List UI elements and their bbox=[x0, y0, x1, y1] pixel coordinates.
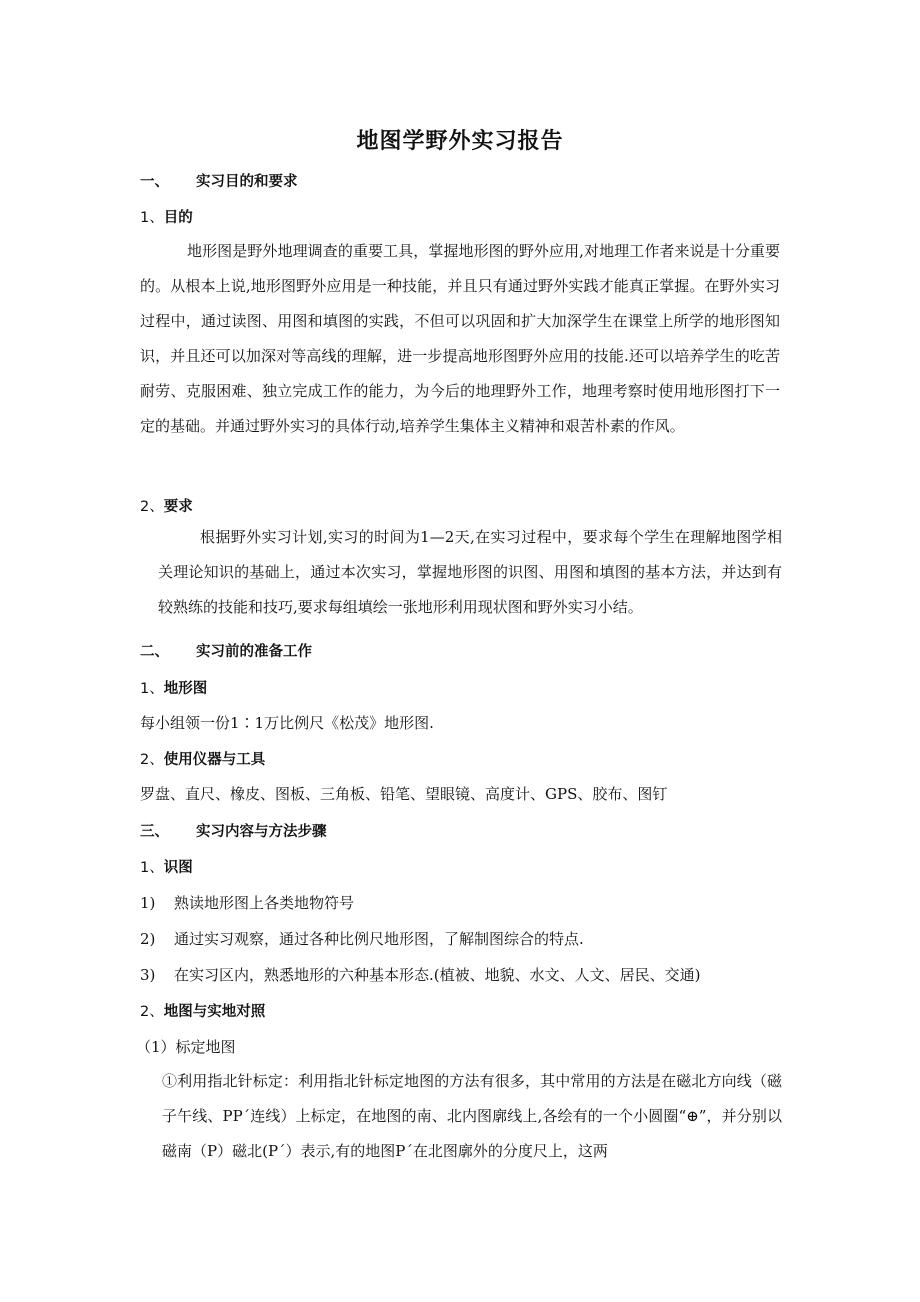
subsection-number: 2、 bbox=[140, 499, 164, 515]
section-title: 实习前的准备工作 bbox=[196, 644, 312, 660]
subsection-heading-2-2 bbox=[140, 748, 265, 769]
document-title: 地图学野外实习报告 bbox=[356, 129, 564, 154]
subsection-number: 2、 bbox=[140, 1004, 164, 1020]
section-title: 实习目的和要求 bbox=[196, 174, 298, 190]
list-item bbox=[140, 892, 354, 913]
section-heading-1 bbox=[140, 170, 298, 191]
paragraph-tools: 罗盘、直尺、橡皮、图板、三角板、铅笔、望眼镜、高度计、GPS、胶布、图钉 bbox=[140, 785, 668, 803]
list-text: 熟读地形图上各类地物符号 bbox=[174, 894, 355, 912]
subsection-number: 1、 bbox=[140, 860, 164, 876]
subsection-heading-3-1 bbox=[140, 856, 193, 877]
list-marker: 3) bbox=[140, 966, 156, 984]
section-number: 二、 bbox=[140, 644, 169, 660]
list-item bbox=[140, 964, 700, 985]
paragraph-requirements: 根据野外实习计划,实习的时间为1—2天,在实习过程中，要求每个学生在理解地图学相关理论知识的基础上，通过本次实习，掌握地形图的识图、用图和填图的基本方法，并达到有较熟练的技能和技巧,要求每组填绘一张地形利用现状图和野外实习小结。 bbox=[158, 528, 782, 616]
subsection-number: 1、 bbox=[140, 681, 164, 697]
subsection-heading-2-1 bbox=[140, 677, 207, 698]
subsection-number: 2、 bbox=[140, 752, 164, 768]
subsection-title: 地形图 bbox=[163, 681, 208, 697]
section-title: 实习内容与方法步骤 bbox=[196, 824, 327, 840]
sub-heading-orient-map: （1）标定地图 bbox=[136, 1038, 236, 1056]
paragraph-compass-orientation: ①利用指北针标定：利用指北针标定地图的方法有很多，其中常用的方法是在磁北方向线（磁子午线、PP´连线）上标定，在地图的南、北内图廓线上,各绘有的一个小圆圈“⊕”，并分别以磁南（P）磁北(P´）表示,有的地图P´在北图廓外的分度尺上，这两 bbox=[162, 1072, 782, 1160]
paragraph-purpose: 地形图是野外地理调查的重要工具，掌握地形图的野外应用,对地理工作者来说是十分重要的。从根本上说,地形图野外应用是一种技能，并且只有通过野外实践才能真正掌握。在野外实习过程中，通过读图、用图和填图的实践，不但可以巩固和扩大加深学生在课堂上所学的地形图知识，并且还可以加深对等高线的理解，进一步提高地形图野外应用的技能.还可以培养学生的吃苦耐劳、克服困难、独立完成工作的能力，为今后的地理野外工作，地理考察时使用地形图打下一定的基础。并通过野外实习的具体行动,培养学生集体主义精神和艰苦朴素的作风。 bbox=[140, 242, 780, 435]
list-text: 在实习区内，熟悉地形的六种基本形态.(植被、地貌、水文、人文、居民、交通) bbox=[174, 966, 701, 984]
section-number: 三、 bbox=[140, 824, 169, 840]
section-number: 一、 bbox=[140, 174, 169, 190]
subsection-title: 要求 bbox=[163, 499, 193, 515]
paragraph-topo-map: 每小组领一份1∶1万比例尺《松茂》地形图. bbox=[140, 714, 434, 732]
subsection-title: 目的 bbox=[163, 210, 193, 226]
list-text: 通过实习观察，通过各种比例尺地形图，了解制图综合的特点. bbox=[174, 930, 584, 948]
list-marker: 1) bbox=[140, 894, 156, 912]
section-heading-2 bbox=[140, 640, 312, 661]
subsection-title: 识图 bbox=[163, 860, 193, 876]
list-marker: 2) bbox=[140, 930, 156, 948]
subsection-heading-3-2 bbox=[140, 1000, 265, 1021]
subsection-heading-1-2 bbox=[140, 495, 193, 516]
subsection-title: 地图与实地对照 bbox=[163, 1004, 266, 1020]
section-heading-3 bbox=[140, 820, 327, 841]
subsection-title: 使用仪器与工具 bbox=[163, 752, 266, 768]
list-item bbox=[140, 928, 584, 949]
subsection-heading-1-1 bbox=[140, 206, 193, 227]
subsection-number: 1、 bbox=[140, 210, 164, 226]
